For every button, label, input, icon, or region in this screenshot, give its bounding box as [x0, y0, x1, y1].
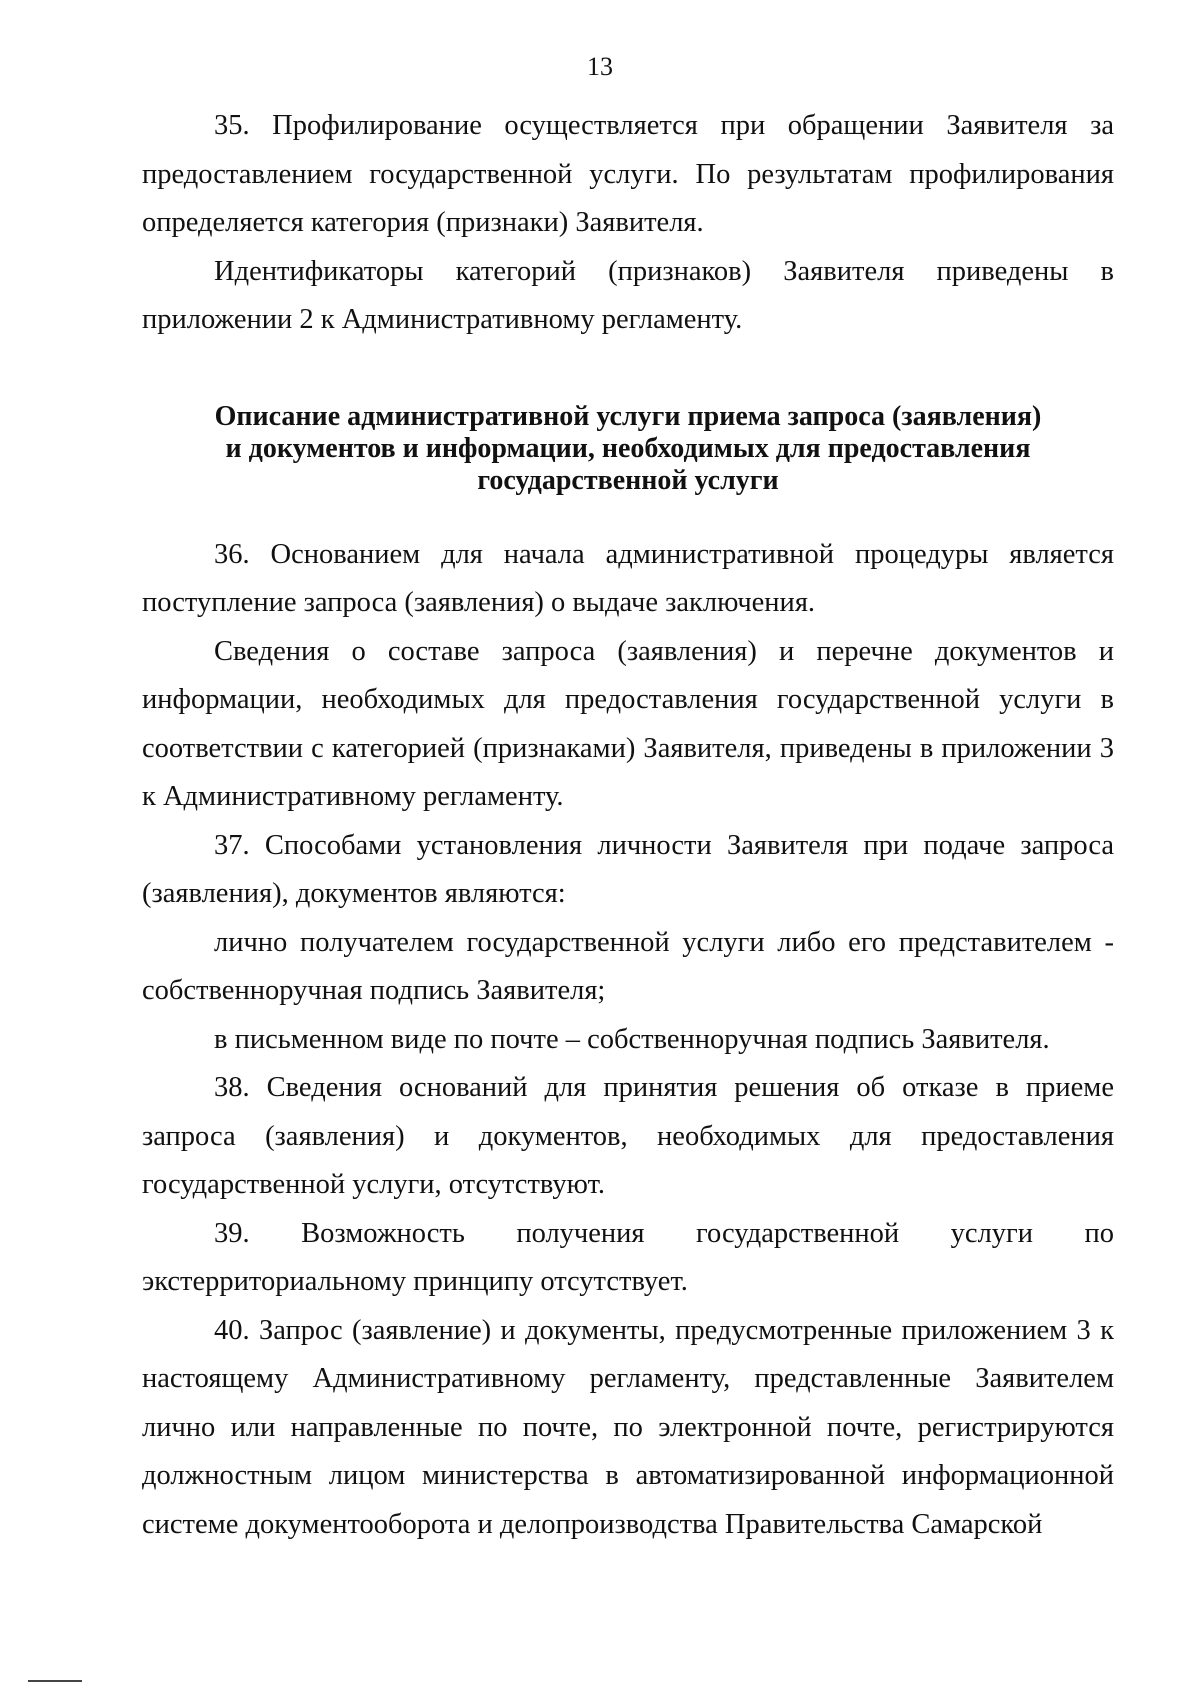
section-heading-line-1: Описание административной услуги приема запроса (заявления) [214, 400, 1042, 432]
footer-rule [28, 1680, 82, 1682]
page-number: 13 [587, 52, 613, 81]
paragraph-identifiers: Идентификаторы категорий (признаков) Заявителя приведены в приложении 2 к Административному регламенту. [142, 255, 1114, 335]
paragraph-request-composition: Сведения о составе запроса (заявления) и перечне документов и информации, необходимых для предоставления государственной услуги в соответствии с категорией (признаками) Заявителя, приведены в приложении 3 к Административному регламенту. [142, 635, 1114, 812]
paragraph-38: 38. Сведения оснований для принятия решения об отказе в приеме запроса (заявления) и документов, необходимых для предоставления государственной услуги, отсутствуют. [142, 1072, 1114, 1200]
paragraph-39: 39. Возможность получения государственной услуги по экстерриториальному принципу отсутствует. [142, 1217, 1114, 1297]
paragraph-40: 40. Запрос (заявление) и документы, предусмотренные приложением 3 к настоящему Административному регламенту, представленные Заявителем лично или направленные по почте, по электронной почте, регистрируются должностным лицом министерства в автоматизированной информационной системе документооборота и делопроизводства Правительства Самарской [142, 1314, 1114, 1540]
paragraph-35: 35. Профилирование осуществляется при обращении Заявителя за предоставлением государственной услуги. По результатам профилирования определяется категория (признаки) Заявителя. [142, 110, 1114, 238]
section-heading-line-2: и документов и информации, необходимых для предоставления [225, 432, 1031, 464]
document-body [142, 102, 1114, 1549]
paragraph-37: 37. Способами установления личности Заявителя при подаче запроса (заявления), документов являются: [142, 829, 1114, 909]
section-heading [142, 401, 1114, 497]
paragraph-by-mail: в письменном виде по почте – собственноручная подпись Заявителя. [214, 1023, 1050, 1055]
paragraph-in-person: лично получателем государственной услуги либо его представителем - собственноручная подпись Заявителя; [142, 926, 1114, 1006]
paragraph-36: 36. Основанием для начала административной процедуры является поступление запроса (заявления) о выдаче заключения. [142, 538, 1114, 618]
section-heading-line-3: государственной услуги [477, 464, 779, 496]
